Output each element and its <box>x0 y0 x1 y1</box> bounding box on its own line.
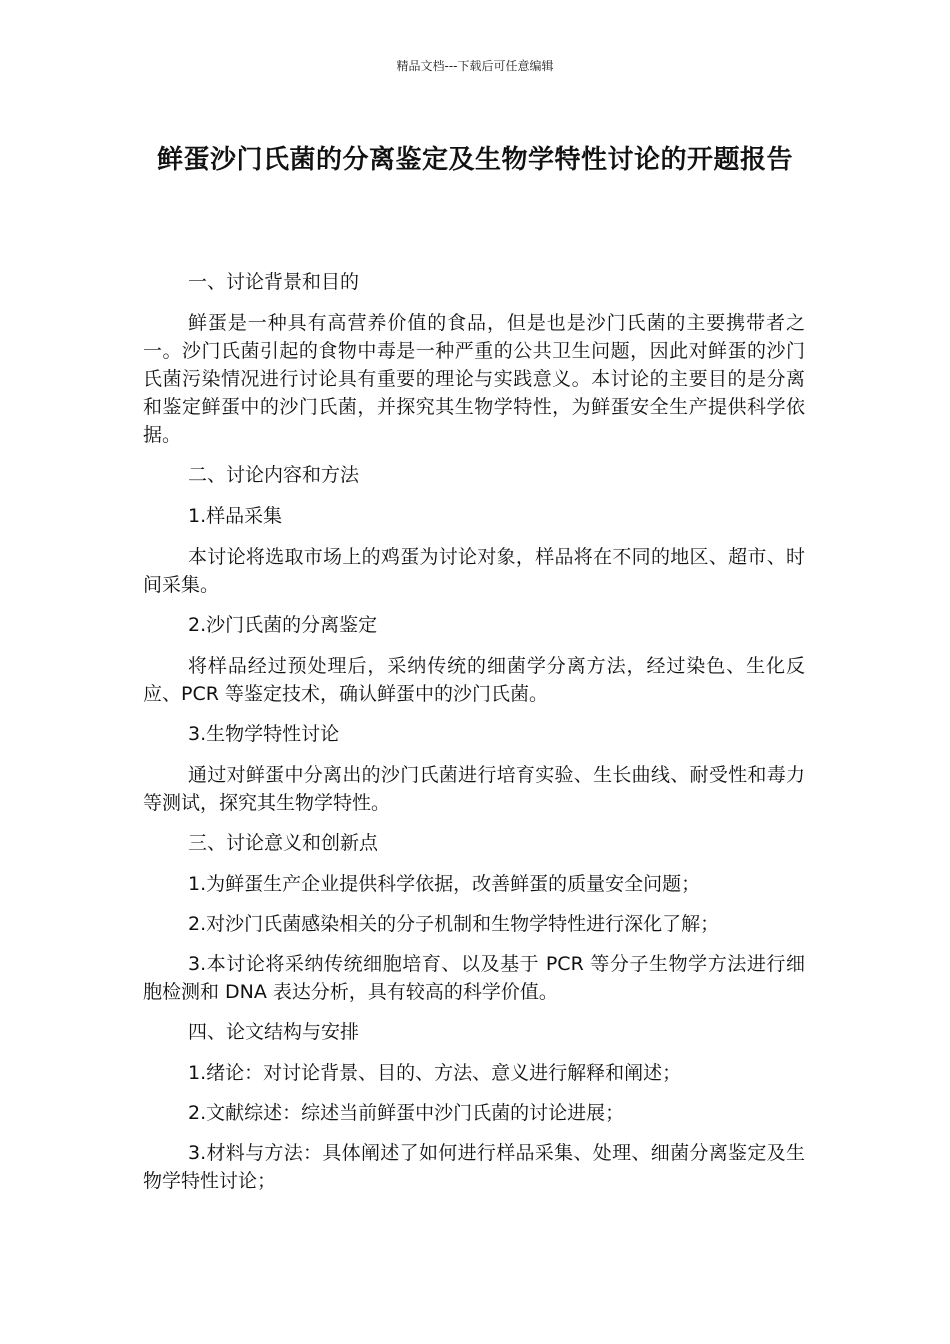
paragraph-isolation: 将样品经过预处理后，采纳传统的细菌学分离方法，经过染色、生化反应、PCR 等鉴定技术，确认鲜蛋中的沙门氏菌。 <box>143 655 805 705</box>
list-item-structure-1: 1.绪论：对讨论背景、目的、方法、意义进行解释和阐述； <box>188 1062 682 1084</box>
list-item-significance-1: 1.为鲜蛋生产企业提供科学依据，改善鲜蛋的质量安全问题； <box>188 873 701 895</box>
section-heading-significance: 三、讨论意义和创新点 <box>188 832 379 854</box>
document-body <box>143 268 805 1207</box>
list-item-significance-2: 2.对沙门氏菌感染相关的分子机制和生物学特性进行深化了解； <box>188 913 720 935</box>
subheading-isolation: 2.沙门氏菌的分离鉴定 <box>188 614 378 636</box>
paragraph-background: 鲜蛋是一种具有高营养价值的食品，但是也是沙门氏菌的主要携带者之一。沙门氏菌引起的食物中毒是一种严重的公共卫生问题，因此对鲜蛋的沙门氏菌污染情况进行讨论具有重要的理论与实践意义。本讨论的主要目的是分离和鉴定鲜蛋中的沙门氏菌，并探究其生物学特性，为鲜蛋安全生产提供科学依据。 <box>143 312 805 446</box>
subheading-biology: 3.生物学特性讨论 <box>188 723 340 745</box>
list-item-structure-3: 3.材料与方法：具体阐述了如何进行样品采集、处理、细菌分离鉴定及生物学特性讨论； <box>143 1142 805 1192</box>
paragraph-sampling: 本讨论将选取市场上的鸡蛋为讨论对象，样品将在不同的地区、超市、时间采集。 <box>143 546 805 596</box>
section-heading-background: 一、讨论背景和目的 <box>188 271 360 293</box>
section-heading-methods: 二、讨论内容和方法 <box>188 464 360 486</box>
section-heading-structure: 四、论文结构与安排 <box>188 1021 360 1043</box>
list-item-significance-3: 3.本讨论将采纳传统细胞培育、以及基于 PCR 等分子生物学方法进行细胞检测和 DNA 表达分析，具有较高的科学价值。 <box>143 953 805 1003</box>
list-item-structure-2: 2.文献综述：综述当前鲜蛋中沙门氏菌的讨论进展； <box>188 1102 625 1124</box>
header-note: 精品文档---下载后可任意编辑 <box>396 59 554 73</box>
paragraph-biology: 通过对鲜蛋中分离出的沙门氏菌进行培育实验、生长曲线、耐受性和毒力等测试，探究其生物学特性。 <box>143 764 805 814</box>
document-title: 鲜蛋沙门氏菌的分离鉴定及生物学特性讨论的开题报告 <box>156 145 793 175</box>
subheading-sampling: 1.样品采集 <box>188 505 283 527</box>
